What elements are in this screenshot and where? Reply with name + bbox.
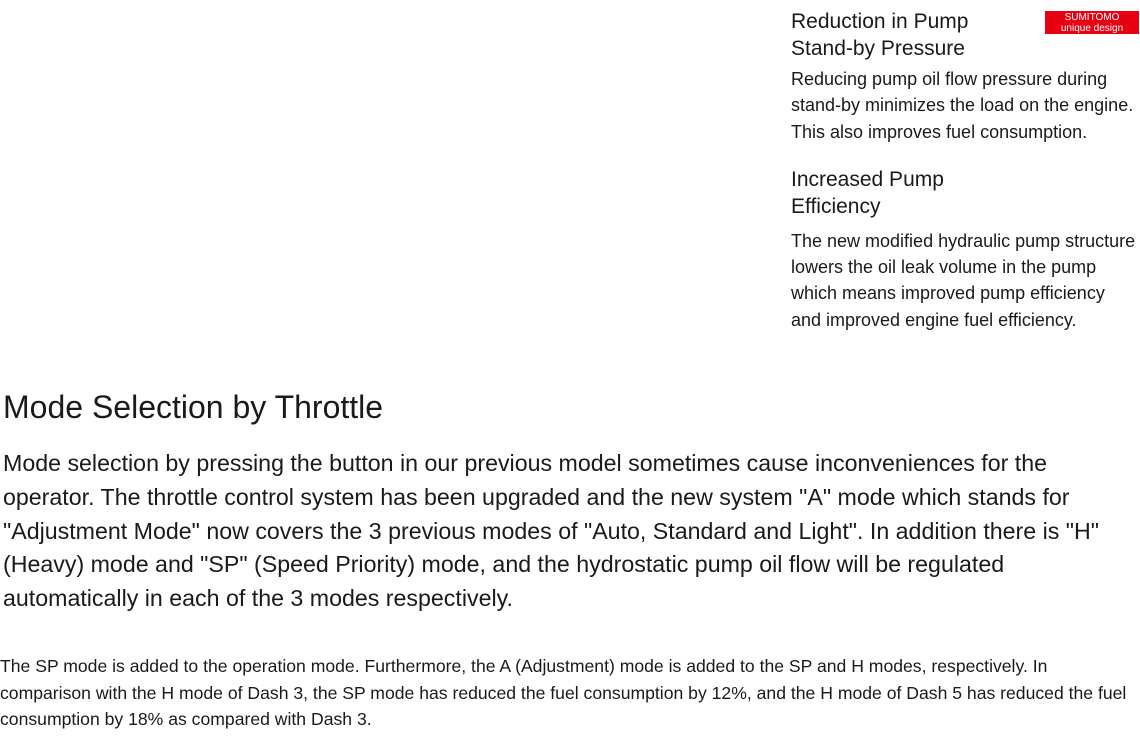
feature-pump-efficiency bbox=[791, 166, 1136, 333]
section-title: Mode Selection by Throttle bbox=[3, 389, 384, 425]
feature-title-line2: Stand-by Pressure bbox=[791, 37, 965, 60]
feature-column bbox=[791, 8, 1136, 333]
feature-title: Increased Pump Efficiency bbox=[791, 167, 944, 218]
badge-line1: SUMITOMO bbox=[1064, 12, 1120, 23]
section-body: Mode selection by pressing the button in our previous model sometimes cause inconveniences for the operator. The throttle control system has been upgraded and the new system "A" mode which stands for "Adjustment Mode" now covers the 3 previous modes of "Auto, Standard and Light". In addition there is "H" (Heavy) mode and "SP" (Speed Priority) mode, and the hydrostatic pump oil flow will be regulated automatically in each of the 3 modes respectively. bbox=[3, 450, 1100, 612]
footnote: The SP mode is added to the operation mode. Furthermore, the A (Adjustment) mode is added to the SP and H modes, respectively. In comparison with the H mode of Dash 3, the SP mode has reduced the fuel consumption by 12%, and the H mode of Dash 5 has reduced the fuel consumption by 18% as compared with Dash 3. bbox=[0, 656, 1127, 729]
feature-body: The new modified hydraulic pump structure lowers the oil leak volume in the pump which means improved pump efficiency and improved engine fuel efficiency. bbox=[791, 230, 1136, 330]
feature-title-line1: Reduction in Pump bbox=[791, 10, 969, 33]
feature-head bbox=[791, 8, 1136, 62]
feature-pump-standby bbox=[791, 8, 1136, 145]
feature-title bbox=[791, 8, 1026, 62]
sumitomo-badge bbox=[1045, 11, 1139, 34]
badge-line2: unique design bbox=[1060, 23, 1124, 34]
feature-body: Reducing pump oil flow pressure during stand-by minimizes the load on the engine. This also improves fuel consumption. bbox=[791, 69, 1134, 142]
